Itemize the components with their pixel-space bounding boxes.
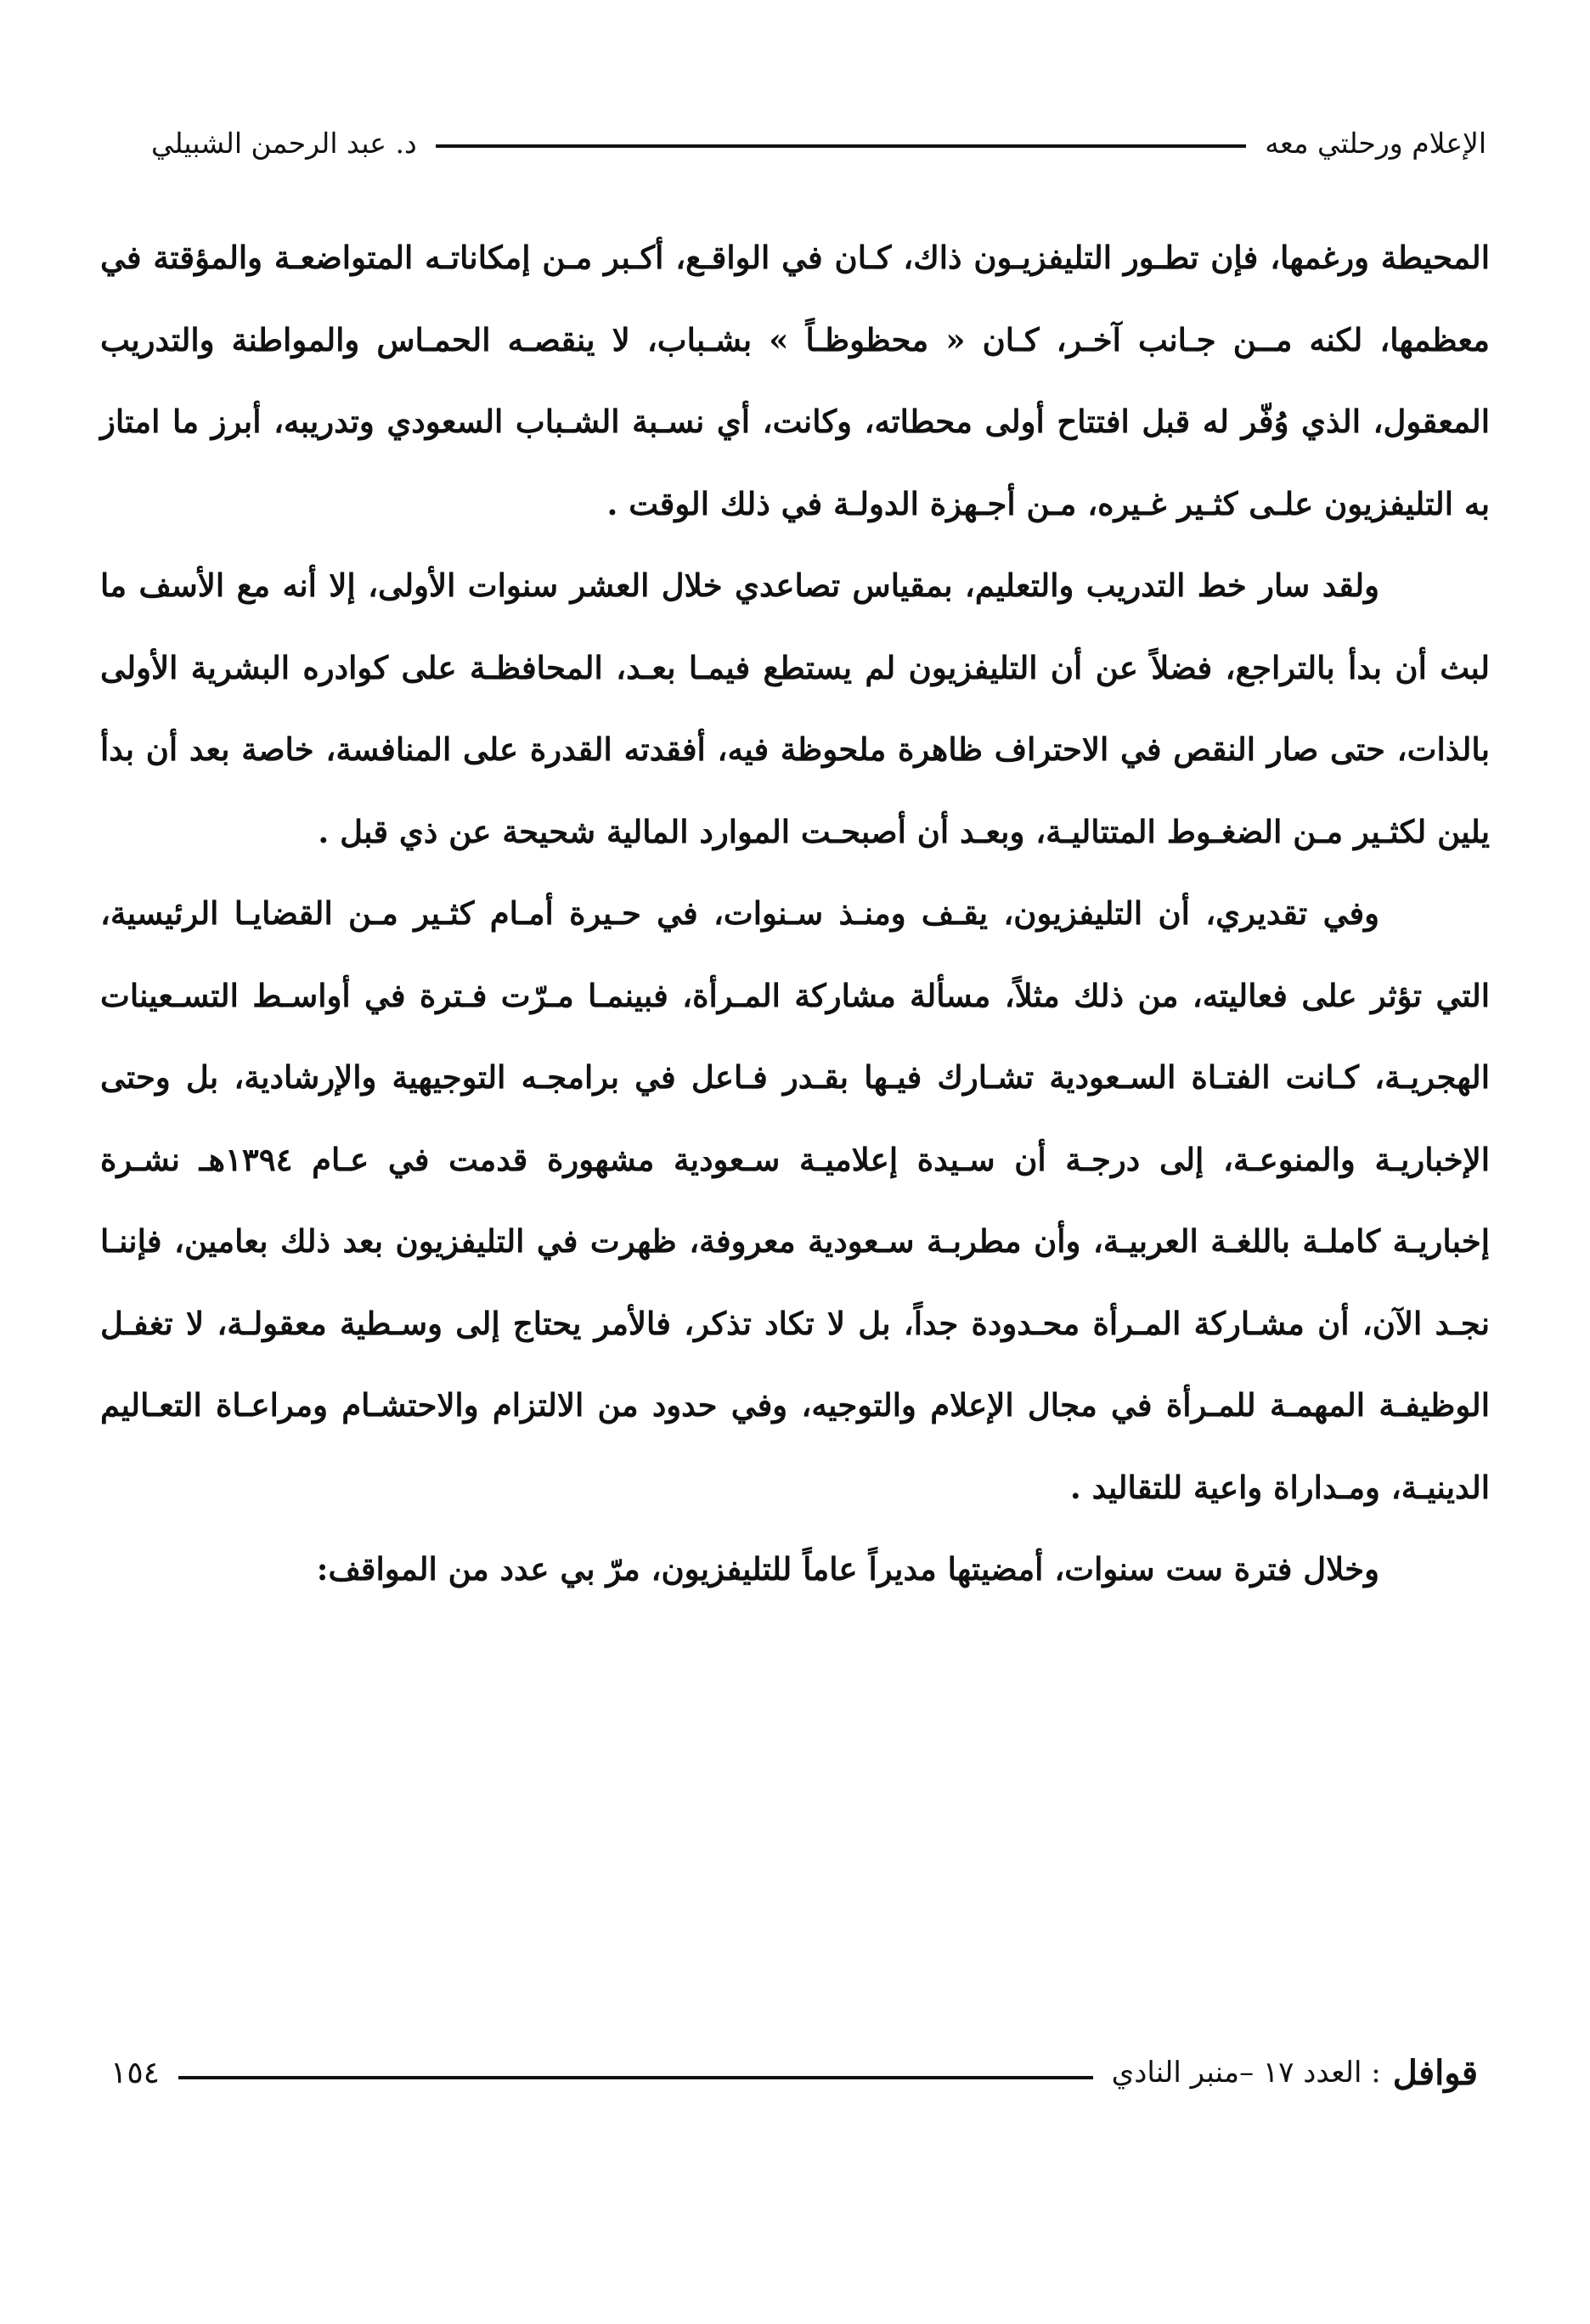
page-footer: [110, 2043, 1478, 2102]
paragraph-4: وخلال فترة ست سنوات، أمضيتها مديراً عاماً للتليفزيون، مرّ بي عدد من المواقف:: [316, 1550, 1379, 1588]
page-number: ١٥٤: [110, 2055, 161, 2090]
issue-label: : العدد ١٧ –منبر النادي: [1111, 2056, 1381, 2090]
book-title: الإعلام ورحلتي معه: [1265, 126, 1486, 160]
paragraph-1: المحيطة ورغمها، فإن تطـور التليفزيـون ذاك، كـان في الواقـع، أكـبر مـن إمكاناتـه المتواضعـة والمؤقتة في معظمها، لكنه مــن جـانب آخـر، كـان « محظوظـاً » بشـباب، لا ينقصـه الحمـاس والمواطنة والتدريب المعقول، الذي وُفّر له قبل افتتاح أولى محطاته، وكانت، أي نسـبة الشـباب السعودي وتدريبه، أبرز ما امتاز به التليفزيون علـى كثـير غـيره، مـن أجـهزة الدولـة في ذلك الوقت .: [100, 239, 1490, 522]
magazine-name: قوافل: [1392, 2052, 1478, 2093]
paragraph-3: وفي تقديري، أن التليفزيون، يقـف ومنـذ سـنوات، في حـيرة أمـام كثـير مـن القضايـا الرئيسية، التي تؤثر على فعاليته، من ذلك مثلاً، مسألة مشاركة المـرأة، فبينمـا مـرّت فـترة في أواسـط التسـعينات الهجريـة، كـانت الفتـاة السـعودية تشـارك فيـها بقـدر فـاعل في برامجـه التوجيهية والإرشادية، بل وحتى الإخباريـة والمنوعـة، إلى درجـة أن سـيدة إعلاميـة سـعودية مشهورة قدمت في عـام ١٣٩٤هـ نشـرة إخباريـة كاملـة باللغـة العربيـة، وأن مطربـة سـعودية معروفة، ظهرت في التليفزيون بعد ذلك بعامين، فإننـا نجـد الآن، أن مشـاركة المـرأة محـدودة جداً، بل لا تكاد تذكر، فالأمر يحتاج إلى وسـطية معقولـة، لا تغفـل الوظيفـة المهمـة للمـرأة في مجال الإعلام والتوجيه، وفي حدود من الالتزام والاحتشـام ومراعـاة التعـاليم الدينيـة، ومـداراة واعية للتقاليد .: [100, 894, 1490, 1506]
footer-rule: [178, 2076, 1093, 2079]
author-name: د. عبد الرحمن الشبيلي: [151, 126, 417, 160]
paragraph-2: ولقد سار خط التدريب والتعليم، بمقياس تصاعدي خلال العشر سنوات الأولى، إلا أنه مع الأسف ما لبث أن بدأ بالتراجع، فضلاً عن أن التليفزيون لم يستطع فيمـا بعـد، المحافظـة على كوادره البشرية الأولى بالذات، حتى صار النقص في الاحتراف ظاهرة ملحوظة فيه، أفقدته القدرة على المنافسة، خاصة بعد أن بدأ يلين لكثـير مـن الضغـوط المتتاليـة، وبعـد أن أصبحـت الموارد المالية شحيحة عن ذي قبل .: [100, 567, 1490, 850]
running-header: [151, 117, 1486, 168]
body-text: [100, 217, 1490, 1610]
header-rule: [436, 144, 1247, 148]
